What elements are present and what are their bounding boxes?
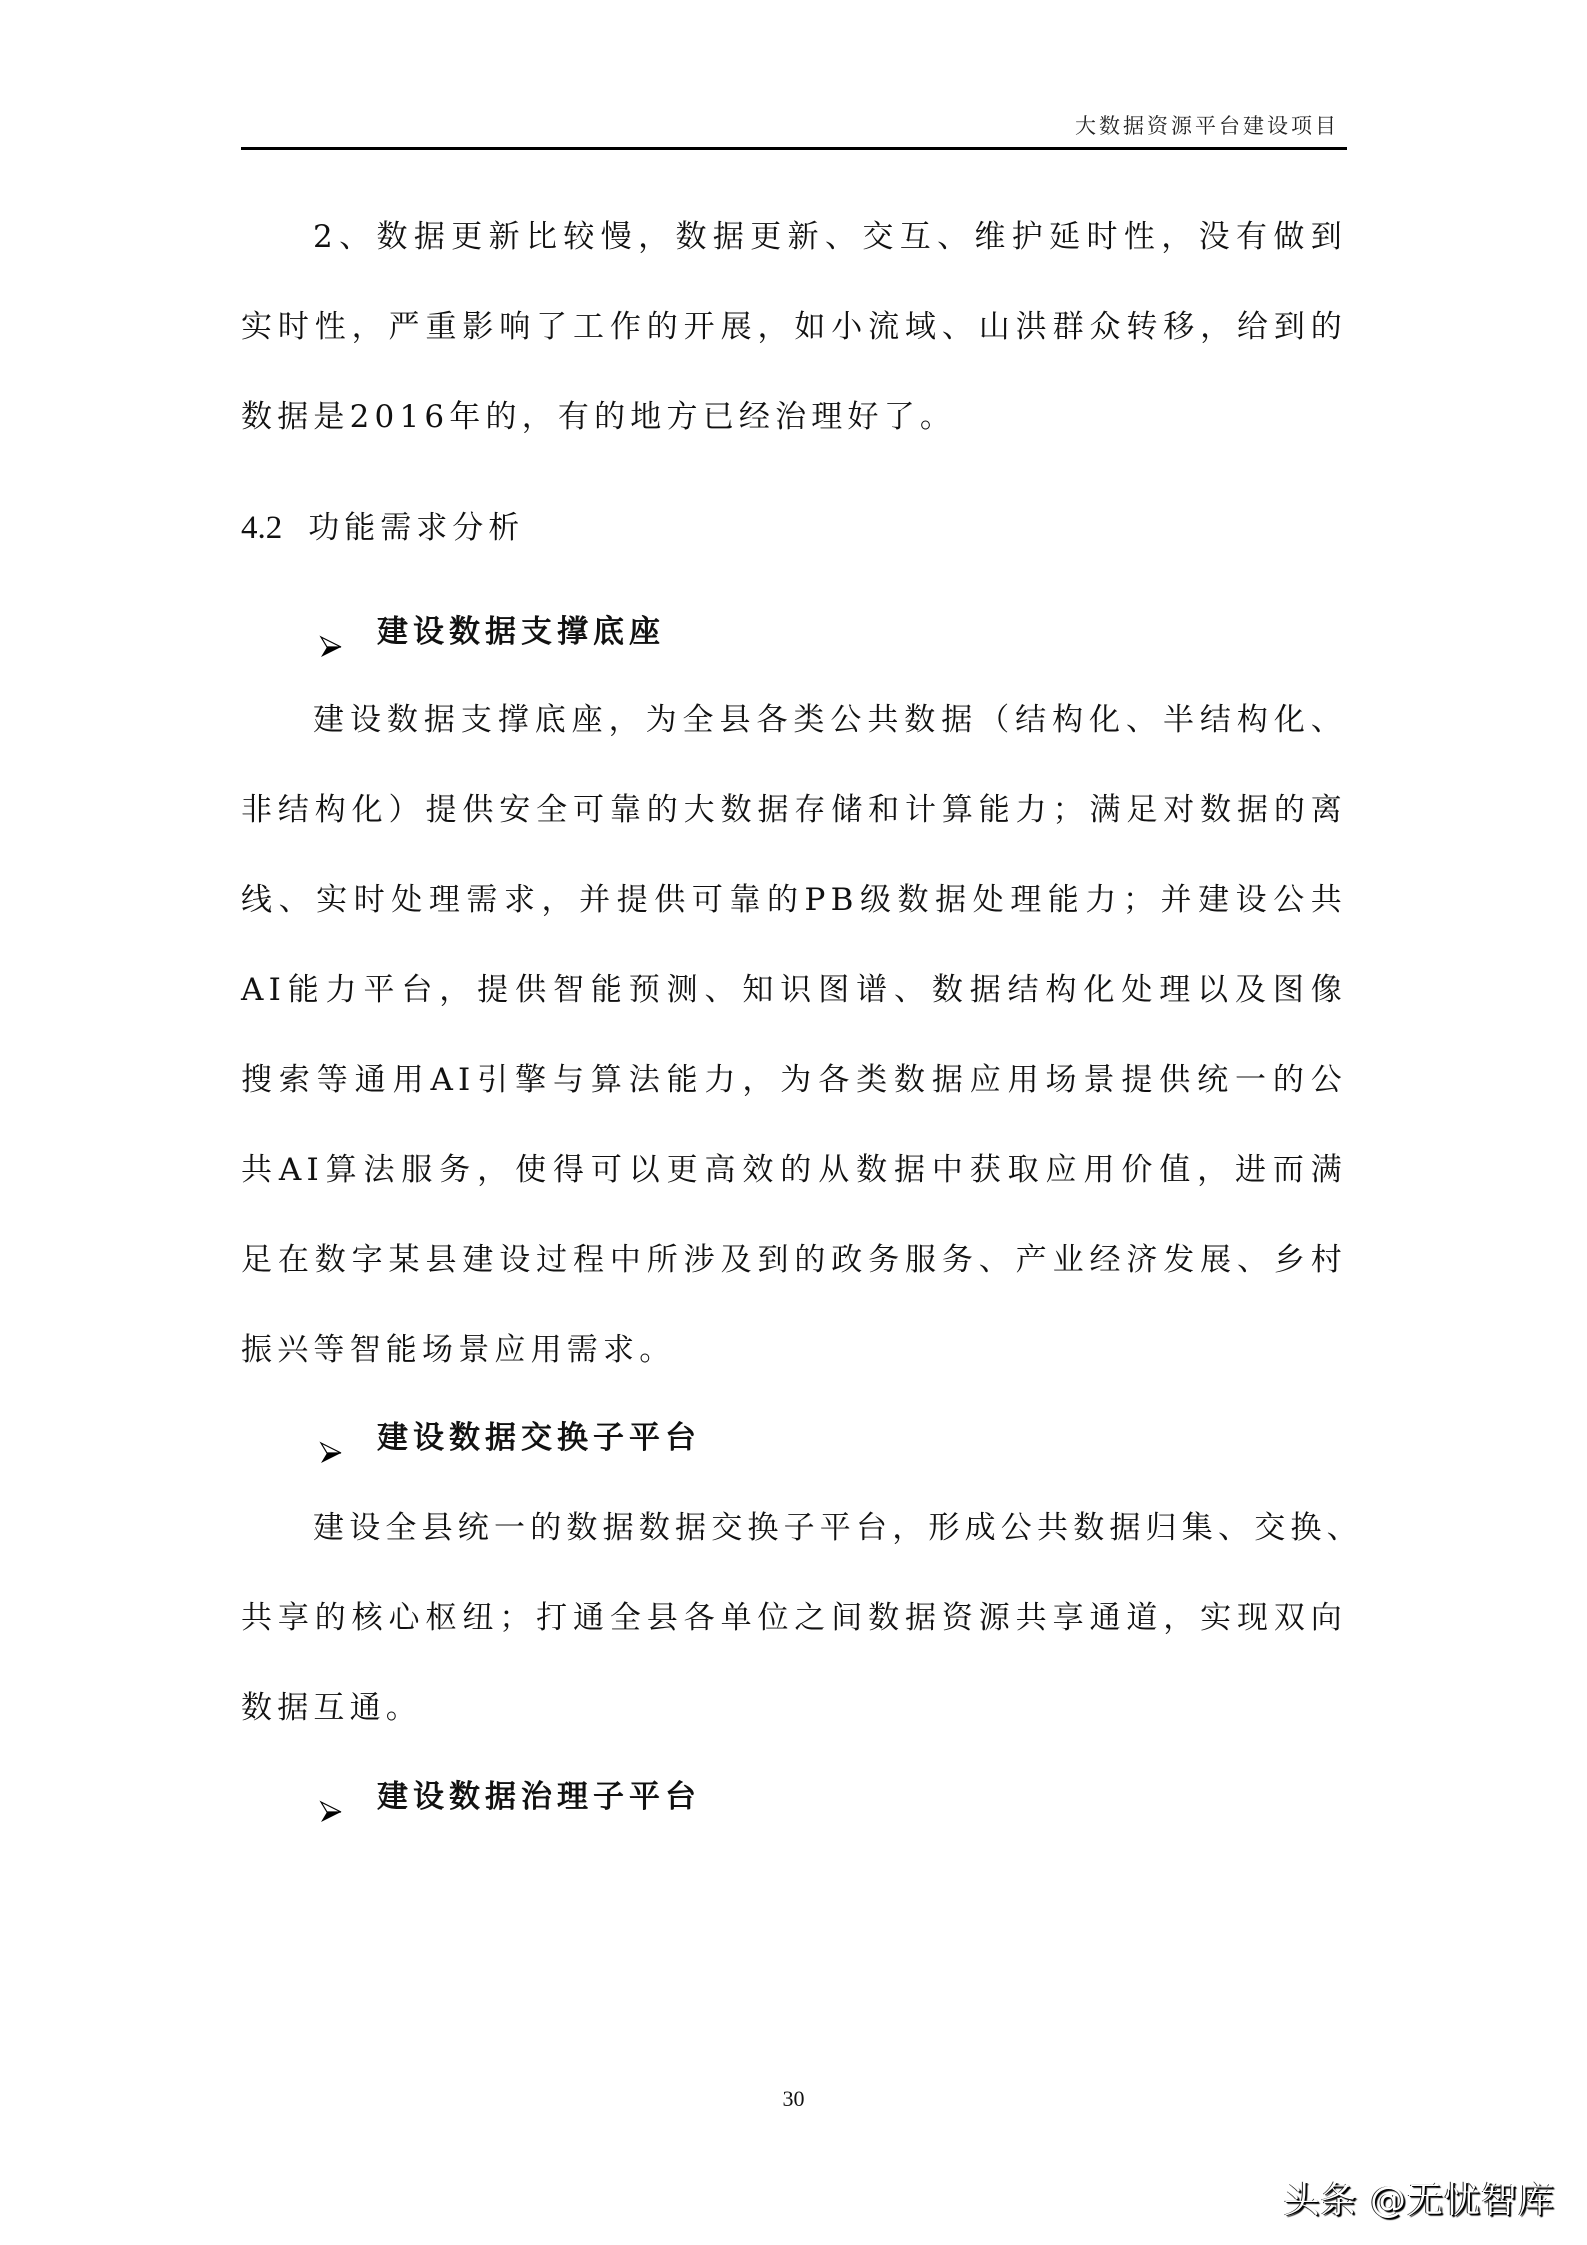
paragraph-line: 搜索等通用AI引擎与算法能力，为各类数据应用场景提供统一的公: [241, 1062, 1347, 1098]
paragraph-line: 数据互通。: [241, 1690, 422, 1726]
subsection-heading: [319, 1408, 701, 1468]
paragraph-line: 建设数据支撑底座，为全县各类公共数据（结构化、半结构化、: [313, 702, 1347, 738]
watermark: 头条 @无忧智库: [1283, 2180, 1555, 2221]
paragraph-line: 振兴等智能场景应用需求。: [241, 1332, 676, 1368]
subsection-heading: [319, 602, 665, 662]
paragraph-line: 建设全县统一的数据数据交换子平台，形成公共数据归集、交换、: [313, 1510, 1363, 1546]
paragraph-line: 线、实时处理需求，并提供可靠的PB级数据处理能力；并建设公共: [241, 882, 1347, 918]
paragraph-line: 共享的核心枢纽；打通全县各单位之间数据资源共享通道，实现双向: [241, 1600, 1347, 1636]
arrow-bullet-icon: [319, 1425, 343, 1449]
paragraph-line: 非结构化）提供安全可靠的大数据存储和计算能力；满足对数据的离: [241, 792, 1347, 828]
paragraph-line: 足在数字某县建设过程中所涉及到的政务服务、产业经济发展、乡村: [241, 1242, 1347, 1278]
subsection-title: 建设数据支撑底座: [377, 614, 665, 650]
header-title: 大数据资源平台建设项目: [1075, 114, 1339, 138]
page-header: [241, 108, 1347, 150]
arrow-bullet-icon: [319, 1784, 343, 1808]
page-number: 30: [782, 2086, 805, 2111]
section-heading: [241, 498, 524, 558]
paragraph-line: 共AI算法服务，使得可以更高效的从数据中获取应用价值，进而满: [241, 1152, 1347, 1188]
paragraph-line: AI能力平台，提供智能预测、知识图谱、数据结构化处理以及图像: [241, 972, 1347, 1008]
subsection-title: 建设数据交换子平台: [377, 1420, 701, 1456]
subsection-heading: [319, 1767, 701, 1827]
paragraph-line: 数据是2016年的，有的地方已经治理好了。: [241, 399, 957, 435]
subsection-title: 建设数据治理子平台: [377, 1779, 701, 1815]
paragraph-line: 2、数据更新比较慢，数据更新、交互、维护延时性，没有做到: [313, 219, 1347, 255]
arrow-bullet-icon: [319, 619, 343, 643]
section-number: 4.2: [241, 510, 283, 546]
paragraph-line: 实时性，严重影响了工作的开展，如小流域、山洪群众转移，给到的: [241, 309, 1347, 345]
section-title: 功能需求分析: [308, 510, 525, 546]
